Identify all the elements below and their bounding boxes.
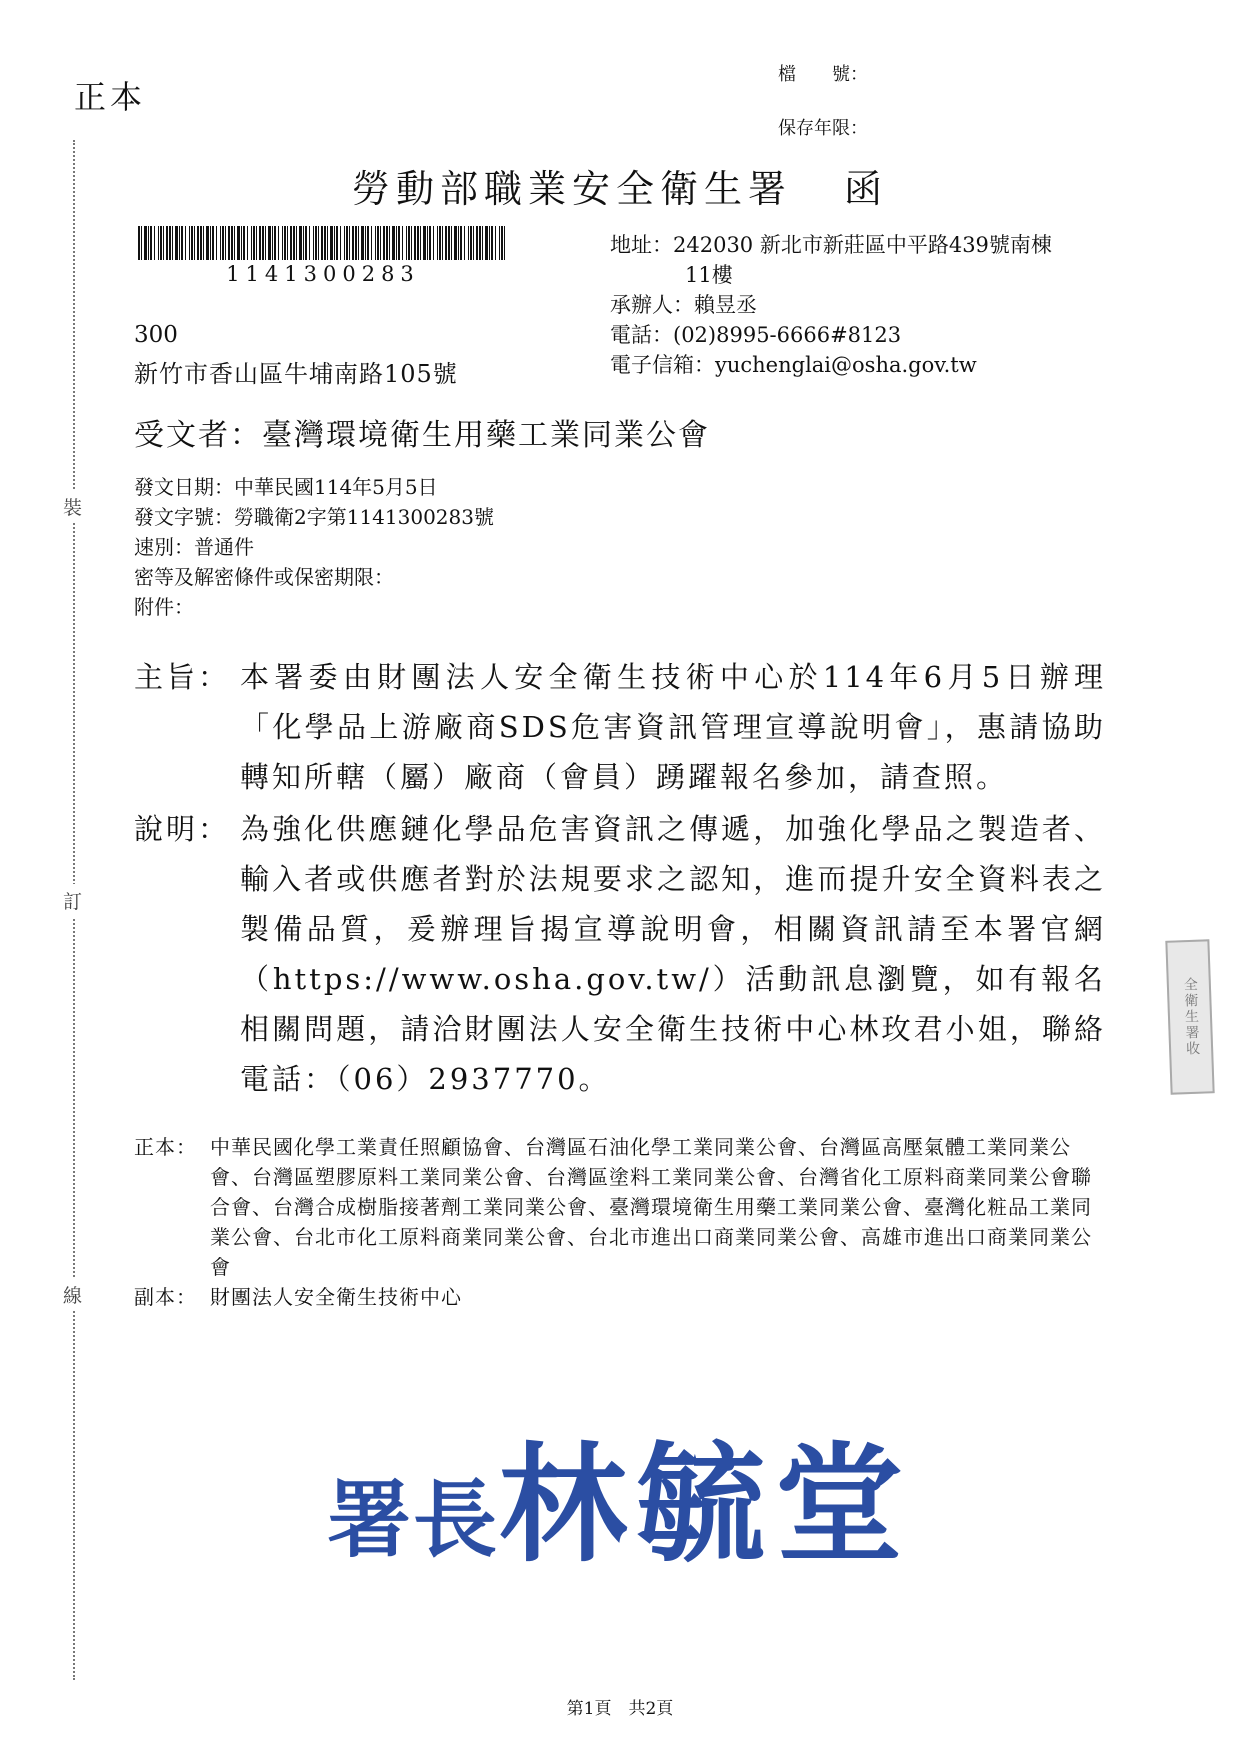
barcode-bar	[220, 226, 221, 260]
barcode-bar	[420, 226, 421, 260]
barcode-bar	[464, 226, 465, 260]
barcode-bar	[433, 226, 434, 260]
attachment: 附件：	[134, 595, 194, 619]
barcode-bar	[442, 226, 443, 260]
barcode-bar	[377, 226, 379, 260]
barcode-bar	[256, 226, 257, 260]
barcode-bar	[166, 226, 168, 260]
recipient: 受文者：臺灣環境衛生用藥工業同業公會	[134, 418, 710, 453]
barcode-bar	[296, 226, 297, 260]
barcode-bar	[327, 226, 328, 260]
barcode-bar	[501, 226, 503, 260]
received-stamp: 全衛生署收	[1165, 939, 1214, 1094]
sender-zip: 300	[134, 322, 178, 348]
barcode-bar	[144, 226, 147, 260]
barcode-bar	[272, 226, 273, 260]
barcode-bar	[458, 226, 459, 260]
barcode-bar	[417, 226, 419, 260]
confidentiality: 密等及解密條件或保密期限：	[134, 565, 394, 589]
barcode-bar	[445, 226, 447, 260]
contact-handler: 承辦人：賴昱丞	[610, 293, 757, 317]
barcode-bar	[179, 226, 180, 260]
barcode-bar	[495, 226, 496, 260]
barcode-bar	[154, 226, 155, 260]
barcode-bar	[460, 226, 462, 260]
explanation-text: 為強化供應鏈化學品危害資訊之傳遞，加強化學品之製造者、輸入者或供應者對於法規要求之認知，進而提升安全資料表之製備品質，爰辦理旨揭宣導說明會，相關資訊請至本署官網（https://www.osha.gov.tw/）活動訊息瀏覽，如有報名相關問題，請洽財團法人安全衛生技術中心林玫君小姐，聯絡電話：（06）2937770。	[240, 812, 1106, 1096]
barcode-bar	[389, 226, 390, 260]
copy-label: 副本：	[134, 1285, 197, 1309]
barcode-bar	[398, 226, 400, 260]
barcode-bar	[349, 226, 350, 260]
barcode-bar	[158, 226, 159, 260]
barcode-bar	[189, 226, 190, 260]
barcode-bar	[485, 226, 488, 260]
barcode-bar	[225, 226, 226, 260]
barcode-bar	[148, 226, 149, 260]
barcode-bar	[489, 226, 490, 260]
barcode-bar	[386, 226, 388, 260]
barcode-bar	[206, 226, 209, 260]
barcode-bar	[160, 226, 162, 260]
barcode-bar	[358, 226, 359, 260]
barcode-bar	[194, 226, 195, 260]
barcode-bar	[251, 226, 252, 260]
signature-name: 林毓堂	[499, 1430, 914, 1580]
barcode-bar	[392, 226, 395, 260]
barcode-bar	[241, 226, 242, 260]
barcode-bar	[309, 226, 310, 260]
document-body	[134, 652, 1106, 1106]
barcode-bar	[287, 226, 288, 260]
barcode-bar	[169, 226, 171, 260]
barcode-bar	[423, 226, 426, 260]
barcode-bar	[172, 226, 173, 260]
original-recipients	[134, 1132, 1106, 1282]
contact-address: 地址：242030 新北市新莊區中平路439號南棟	[610, 233, 1052, 257]
barcode-bar	[216, 226, 217, 260]
barcode-bar	[284, 226, 286, 260]
barcode-bar	[454, 226, 457, 260]
barcode-bar	[290, 226, 292, 260]
document-title	[0, 158, 1240, 213]
original-label: 正本：	[134, 1135, 197, 1159]
signature-title: 署長	[326, 1470, 499, 1569]
barcode-bar	[203, 226, 204, 260]
copy-recipients	[134, 1282, 1106, 1312]
barcode-bar	[402, 226, 403, 260]
barcode-bar	[439, 226, 441, 260]
barcode-bar	[212, 226, 214, 260]
barcode-bar	[499, 226, 500, 260]
barcode-bar	[253, 226, 255, 260]
barcode-bar	[228, 226, 230, 260]
barcode-bar	[448, 226, 450, 260]
barcode-bar	[429, 226, 431, 260]
barcode-bar	[344, 226, 345, 260]
binding-char-xian: 線	[63, 1278, 82, 1311]
barcode-bar	[163, 226, 164, 260]
barcode-bar	[451, 226, 452, 260]
barcode-bar	[150, 226, 152, 260]
barcode-bar	[278, 226, 279, 260]
barcode-bar	[265, 226, 266, 260]
original-list: 中華民國化學工業責任照顧協會、台灣區石油化學工業同業公會、台灣區高壓氣體工業同業公會、台灣區塑膠原料工業同業公會、台灣區塗料工業同業公會、台灣省化工原料商業同業公會聯合會、台灣合成樹脂接著劑工業同業公會、臺灣環境衛生用藥工業同業公會、臺灣化粧品工業同業公會、台北市化工原料商業同業公會、台北市進出口商業同業公會、高雄市進出口商業同業公會	[210, 1135, 1092, 1279]
barcode-bar	[175, 226, 178, 260]
barcode-bar	[411, 226, 412, 260]
retention-period-label: 保存年限：	[778, 118, 868, 139]
barcode-bar	[479, 226, 481, 260]
explanation-label: 說明：	[134, 812, 231, 846]
barcode-bar	[324, 226, 326, 260]
barcode-bar	[375, 226, 376, 260]
contact-block	[610, 230, 1052, 380]
barcode-bar	[468, 226, 469, 260]
barcode	[138, 226, 508, 260]
barcode-bar	[414, 226, 416, 260]
contact-address-cont: 11樓	[685, 263, 733, 287]
barcode-bar	[504, 226, 505, 260]
sender-address: 新竹市香山區牛埔南路105號	[134, 360, 458, 388]
barcode-bar	[181, 226, 183, 260]
subject-label: 主旨：	[134, 660, 231, 694]
explanation-paragraph	[134, 804, 1106, 1104]
barcode-bar	[437, 226, 438, 260]
barcode-bar	[352, 226, 354, 260]
barcode-bar	[200, 226, 202, 260]
barcode-bar	[336, 226, 338, 260]
barcode-bar	[361, 226, 364, 260]
copy-list: 財團法人安全衛生技術中心	[210, 1285, 462, 1309]
barcode-bar	[380, 226, 381, 260]
barcode-bar	[470, 226, 472, 260]
barcode-bar	[346, 226, 348, 260]
barcode-bar	[491, 226, 493, 260]
document-meta	[134, 472, 494, 622]
barcode-bar	[334, 226, 335, 260]
barcode-bar	[318, 226, 319, 260]
barcode-bar	[473, 226, 474, 260]
barcode-bar	[371, 226, 372, 260]
barcode-bar	[315, 226, 317, 260]
page-number: 第1頁 共2頁	[566, 1699, 674, 1719]
barcode-bar	[243, 226, 245, 260]
contact-phone: 電話：(02)8995-6666#8123	[610, 323, 902, 347]
barcode-bar	[476, 226, 478, 260]
barcode-bar	[408, 226, 410, 260]
delivery-speed: 速別：普通件	[134, 535, 254, 559]
barcode-bar	[282, 226, 283, 260]
barcode-bar	[367, 226, 369, 260]
barcode-bar	[427, 226, 428, 260]
barcode-bar	[268, 226, 271, 260]
contact-email: 電子信箱：yuchenglai@osha.gov.tw	[610, 353, 977, 377]
document-type: 函	[844, 167, 889, 211]
agency-name: 勞動部職業安全衛生署	[351, 167, 792, 211]
barcode-bar	[305, 226, 307, 260]
barcode-bar	[141, 226, 142, 260]
barcode-bar	[383, 226, 385, 260]
barcode-bar	[299, 226, 302, 260]
barcode-bar	[185, 226, 186, 260]
barcode-bar	[330, 226, 333, 260]
barcode-bar	[303, 226, 304, 260]
barcode-bar	[321, 226, 323, 260]
subject-text: 本署委由財團法人安全衛生技術中心於114年6月5日辦理「化學品上游廠商SDS危害資訊管理宣導說明會」，惠請協助轉知所轄（屬）廠商（會員）踴躍報名參加，請查照。	[240, 660, 1106, 794]
barcode-bar	[293, 226, 295, 260]
binding-char-zhuang: 裝	[63, 490, 82, 523]
barcode-bar	[259, 226, 261, 260]
barcode-bar	[191, 226, 193, 260]
barcode-bar	[482, 226, 483, 260]
barcode-bar	[247, 226, 248, 260]
barcode-bar	[210, 226, 211, 260]
barcode-bar	[234, 226, 235, 260]
subject-paragraph	[134, 652, 1106, 802]
file-labels	[778, 48, 868, 156]
barcode-bar	[406, 226, 407, 260]
barcode-bar	[365, 226, 366, 260]
signature-stamp	[0, 1402, 1240, 1586]
barcode-bar	[222, 226, 224, 260]
barcode-bar	[274, 226, 276, 260]
barcode-number: 1141300283	[226, 262, 420, 286]
barcode-bar	[231, 226, 233, 260]
binding-char-ding: 訂	[63, 884, 82, 917]
file-number-label: 檔 號：	[778, 64, 868, 85]
barcode-bar	[237, 226, 240, 260]
barcode-bar	[313, 226, 314, 260]
original-copy-mark: 正本	[74, 78, 147, 116]
document-number: 發文字號：勞職衛2字第1141300283號	[134, 505, 494, 529]
distribution-list	[134, 1132, 1106, 1312]
barcode-bar	[340, 226, 341, 260]
barcode-bar	[355, 226, 357, 260]
barcode-bar	[262, 226, 264, 260]
barcode-bar	[197, 226, 199, 260]
issue-date: 發文日期：中華民國114年5月5日	[134, 475, 438, 499]
barcode-bar	[396, 226, 397, 260]
barcode-bar	[138, 226, 140, 260]
